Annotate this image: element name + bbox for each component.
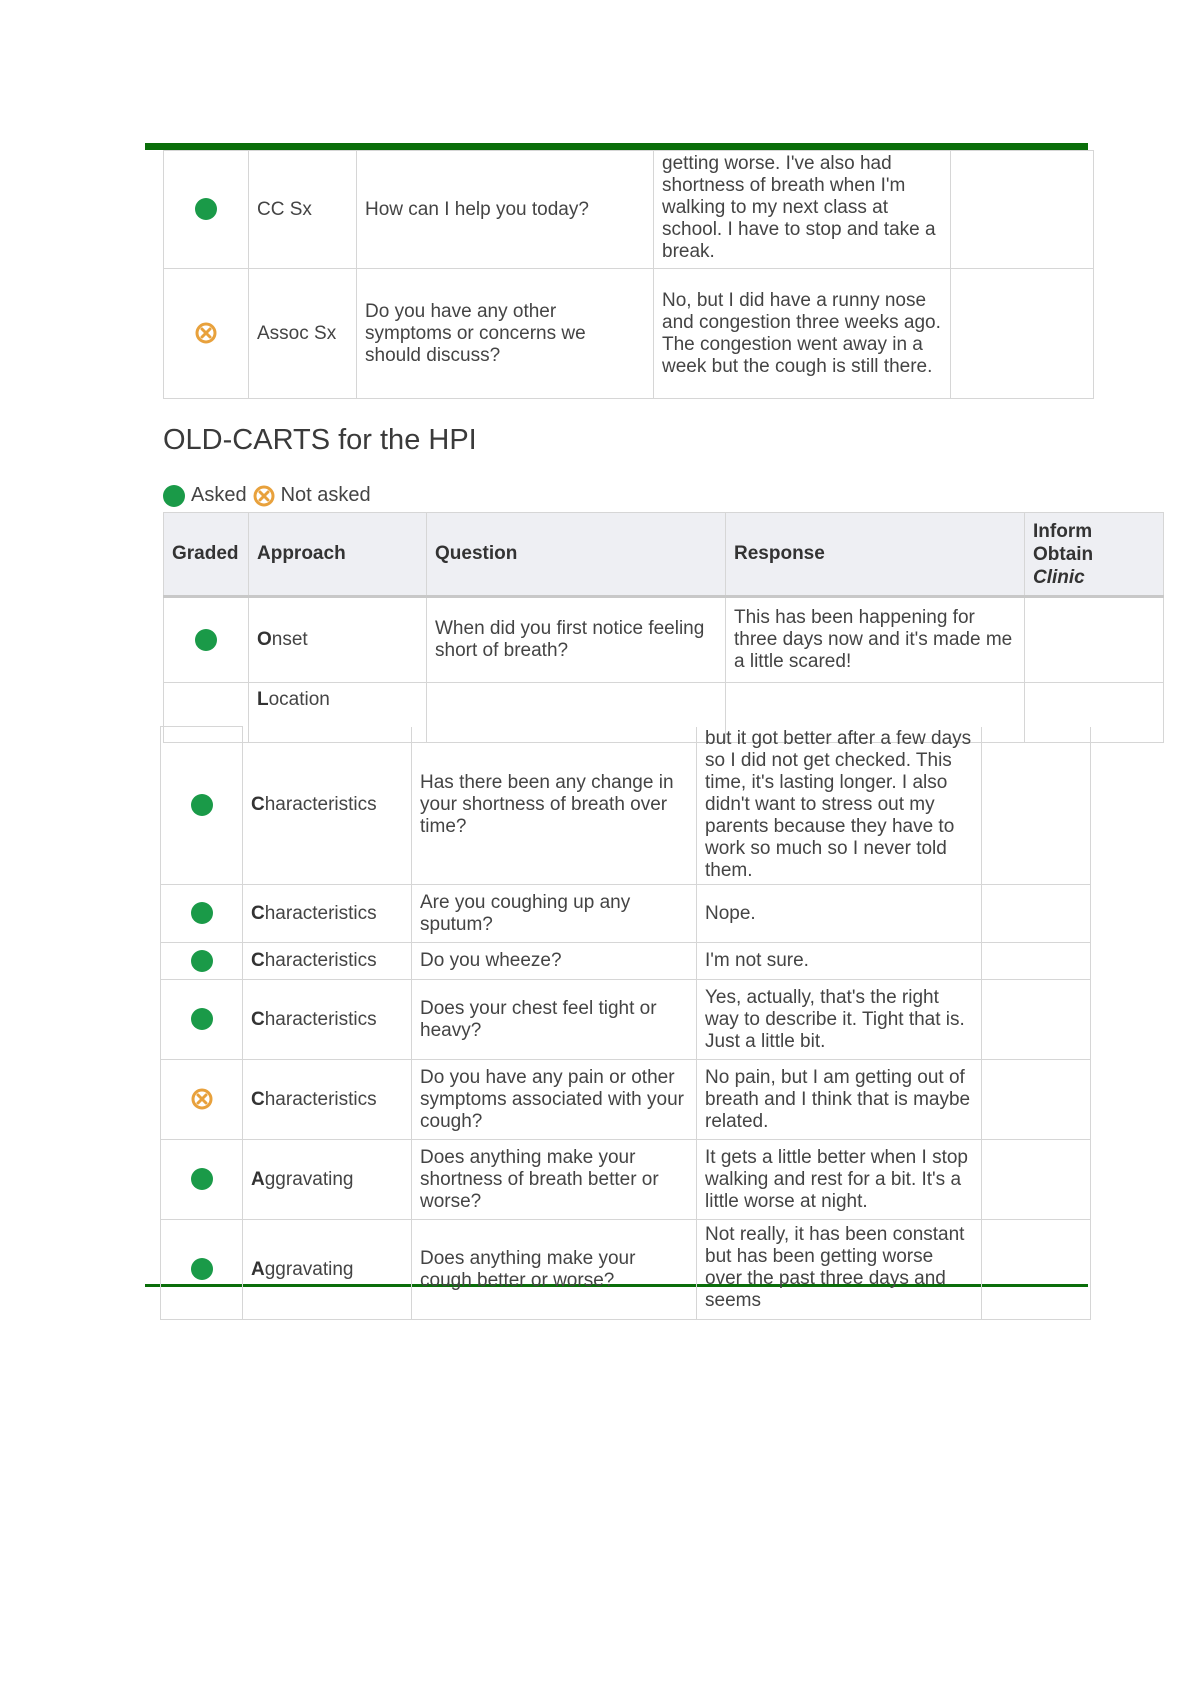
approach-cell: Characteristics — [243, 885, 412, 943]
table-row — [161, 980, 1091, 1060]
legend — [163, 484, 371, 507]
asked-icon — [191, 1168, 213, 1190]
approach-cell: Characteristics — [243, 980, 412, 1060]
information-header-line: Clinic — [1033, 566, 1085, 588]
approach-cell: Location — [249, 683, 427, 743]
info-cell — [982, 1220, 1091, 1320]
table-row — [161, 1220, 1091, 1320]
info-cell — [982, 943, 1091, 980]
info-cell — [982, 1140, 1091, 1220]
graded-cell — [164, 151, 249, 269]
approach-cell: Characteristics — [243, 943, 412, 980]
response-cell: It gets a little better when I stop walking and rest for a bit. It's a little worse at night. — [697, 1140, 982, 1220]
information-header-line: Inform — [1033, 520, 1093, 542]
response-header: Response — [726, 513, 1025, 597]
section-title: OLD-CARTS for the HPI — [163, 424, 477, 456]
graded-cell — [161, 943, 243, 980]
question-cell: Has there been any change in your shortness of breath over time? — [412, 727, 697, 885]
approach-cell: Aggravating — [243, 1140, 412, 1220]
approach-cell: Onset — [249, 597, 427, 683]
table-row — [161, 943, 1091, 980]
approach-cell: CC Sx — [249, 151, 357, 269]
question-cell: Does your chest feel tight or heavy? — [412, 980, 697, 1060]
table-row — [161, 727, 1091, 885]
information-header — [1025, 513, 1164, 597]
not-asked-icon — [191, 1088, 213, 1110]
graded-cell — [161, 1060, 243, 1140]
not-asked-icon — [195, 322, 217, 344]
question-cell: Are you coughing up any sputum? — [412, 885, 697, 943]
response-cell: I'm not sure. — [697, 943, 982, 980]
graded-cell — [164, 269, 249, 399]
response-cell: Nope. — [697, 885, 982, 943]
asked-icon — [191, 794, 213, 816]
legend-not-asked-label: Not asked — [280, 484, 371, 506]
info-cell — [1025, 597, 1164, 683]
table-row — [161, 1140, 1091, 1220]
approach-header: Approach — [249, 513, 427, 597]
response-cell: No, but I did have a runny nose and congestion three weeks ago. The congestion went away in a week but the cough is still there. — [654, 269, 951, 399]
response-cell: This has been happening for three days now and it's made me a little scared! — [726, 597, 1025, 683]
approach-cell: Assoc Sx — [249, 269, 357, 399]
info-cell — [982, 1060, 1091, 1140]
asked-icon — [191, 902, 213, 924]
graded-cell — [161, 980, 243, 1060]
legend-asked-label: Asked — [191, 484, 247, 506]
response-cell: No pain, but I am getting out of breath and I think that is maybe related. — [697, 1060, 982, 1140]
table-header-row — [164, 513, 1164, 597]
document-frame — [145, 143, 1094, 1311]
info-cell — [982, 885, 1091, 943]
response-cell: Not really, it has been constant but has been getting worse over the past three days and seems — [697, 1220, 982, 1320]
info-cell — [951, 151, 1094, 269]
approach-cell: Characteristics — [243, 727, 412, 885]
table-row — [161, 885, 1091, 943]
response-cell — [654, 151, 951, 269]
oldcarts-table-top — [163, 512, 1093, 709]
question-cell: Does anything make your shortness of breath better or worse? — [412, 1140, 697, 1220]
response-cell: Yes, actually, that's the right way to describe it. Tight that is. Just a little bit. — [697, 980, 982, 1060]
asked-icon — [191, 1258, 213, 1280]
asked-icon — [195, 198, 217, 220]
table-row — [161, 1060, 1091, 1140]
approach-cell: Aggravating — [243, 1220, 412, 1320]
table-row — [164, 151, 1094, 269]
info-cell — [982, 727, 1091, 885]
response-text: getting worse. I've also had shortness of breath when I'm walking to my next class at school. I have to stop and take a break. — [662, 153, 936, 262]
question-cell: Do you have any pain or other symptoms associated with your cough? — [412, 1060, 697, 1140]
asked-icon — [195, 629, 217, 651]
graded-header: Graded — [164, 513, 249, 597]
not-asked-icon — [253, 485, 275, 507]
asked-icon — [163, 485, 185, 507]
approach-cell: Characteristics — [243, 1060, 412, 1140]
table-row — [164, 269, 1094, 399]
graded-cell — [164, 597, 249, 683]
history-table-top — [163, 150, 1093, 403]
info-cell — [982, 980, 1091, 1060]
graded-cell — [161, 727, 243, 885]
info-cell — [951, 269, 1094, 399]
asked-icon — [191, 1008, 213, 1030]
question-cell: How can I help you today? — [357, 151, 654, 269]
question-cell: Does anything make your cough better or worse? — [412, 1220, 697, 1320]
information-header-line: Obtain — [1033, 543, 1094, 565]
table-row — [164, 597, 1164, 683]
question-cell: When did you first notice feeling short of breath? — [427, 597, 726, 683]
asked-icon — [191, 950, 213, 972]
response-cell: but it got better after a few days so I did not get checked. This time, it's lasting longer. I also didn't want to stress out my parents because they have to work so much so I never told them. — [697, 727, 982, 885]
question-cell: Do you wheeze? — [412, 943, 697, 980]
question-header: Question — [427, 513, 726, 597]
graded-cell — [161, 1140, 243, 1220]
graded-cell — [161, 885, 243, 943]
graded-cell — [161, 1220, 243, 1320]
question-cell: Do you have any other symptoms or concerns we should discuss? — [357, 269, 654, 399]
oldcarts-table-continued — [160, 726, 1090, 1311]
